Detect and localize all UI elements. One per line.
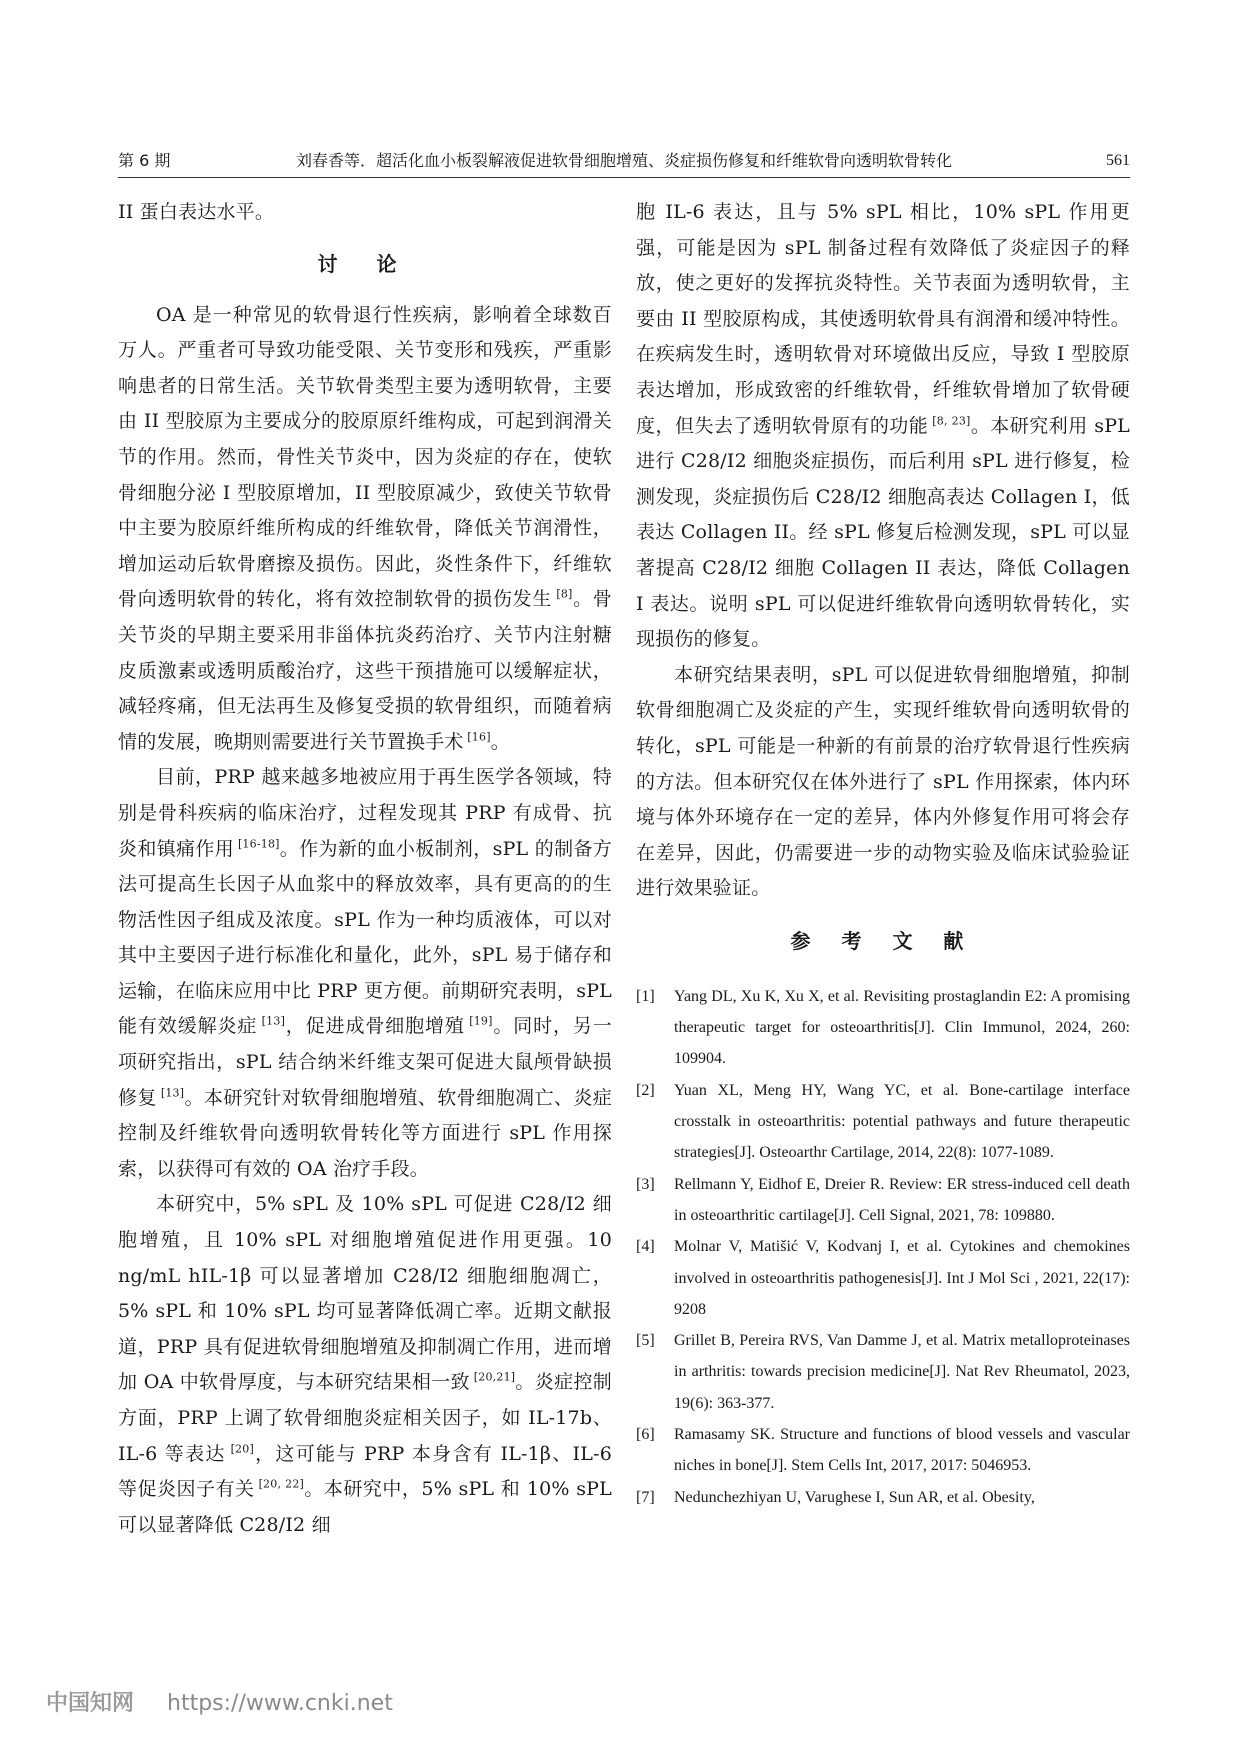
reference-number: [6] — [636, 1426, 655, 1444]
reference-item — [636, 1419, 1130, 1482]
reference-list — [636, 981, 1130, 1513]
reference-text: Molnar V, Matišić V, Kodvanj I, et al. Cytokines and chemokines involved in osteoarthritis pathogenesis[J]. Int J Mol Sci , 2021, 22(17): 9208 — [674, 1238, 1130, 1318]
citation[interactable]: [19] — [464, 1015, 493, 1029]
reference-number: [2] — [636, 1081, 655, 1099]
citation[interactable]: [16] — [463, 730, 491, 744]
reference-item — [636, 981, 1130, 1075]
reference-text: Nedunchezhiyan U, Varughese I, Sun AR, et al. Obesity, — [674, 1488, 1035, 1506]
reference-number: [5] — [636, 1332, 655, 1350]
issue-label: 第 6 期 — [118, 151, 171, 170]
citation[interactable]: [13] — [257, 1015, 286, 1029]
cnki-url[interactable]: https://www.cnki.net — [167, 1691, 393, 1716]
citation[interactable]: [13] — [156, 1086, 185, 1100]
reference-number: [1] — [636, 987, 655, 1005]
discussion-paragraph-2: 目前，PRP 越来越多地被应用于再生医学各领域，特别是骨科疾病的临床治疗，过程发现其 PRP 有成骨、抗炎和镇痛作用 [16-18]。作为新的血小板制剂，sPL 的制备方法可提高生长因子从血浆中的释放效率，具有更高的的生物活性因子组成及浓度。sPL 作为一种均质液体，可以对其中主要因子进行标准化和量化，此外，sPL 易于储存和运输，在临床应用中比 PRP 更方便。前期研究表明，sPL 能有效缓解炎症 [13]，促进成骨细胞增殖 [19]。同时，另一项研究指出，sPL 结合纳米纤维支架可促进大鼠颅骨缺损修复 [13]。本研究针对软骨细胞增殖、软骨细胞凋亡、炎症控制及纤维软骨向透明软骨转化等方面进行 sPL 作用探索，以获得可有效的 OA 治疗手段。 — [118, 766, 613, 1180]
citation[interactable]: [8, 23] — [928, 414, 971, 428]
discussion-paragraph-1: OA 是一种常见的软骨退行性疾病，影响着全球数百万人。严重者可导致功能受限、关节变形和残疾，严重影响患者的日常生活。关节软骨类型主要为透明软骨，主要由 II 型胶原为主要成分的胶原原纤维构成，可起到润滑关节的作用。然而，骨性关节炎中，因为炎症的存在，使软骨细胞分泌 I 型胶原增加，II 型胶原减少，致使关节软骨中主要为胶原纤维所构成的纤维软骨，降低关节润滑性，增加运动后软骨磨擦及损伤。因此，炎性条件下，纤维软骨向透明软骨的转化，将有效控制软骨的损伤发生 [8]。骨关节炎的早期主要采用非甾体抗炎药治疗、关节内注射糖皮质激素或透明质酸治疗，这些干预措施可以缓解症状，减轻疼痛，但无法再生及修复受损的软骨组织，而随着病情的发展，晚期则需要进行关节置换手术 [16]。 — [118, 303, 612, 753]
citation[interactable]: [20,21] — [469, 1371, 516, 1385]
carry-over-text: II 蛋白表达水平。 — [118, 201, 275, 223]
reference-item — [636, 1325, 1130, 1419]
right-column — [636, 195, 1130, 1513]
reference-text: Rellmann Y, Eidhof E, Dreier R. Review: ER stress-induced cell death in osteoarthritic cartilage[J]. Cell Signal, 2021, 78: 109880. — [674, 1175, 1130, 1224]
reference-item — [636, 1231, 1130, 1325]
reference-item — [636, 1169, 1130, 1232]
reference-item — [636, 1482, 1130, 1513]
discussion-paragraph-4: 胞 IL-6 表达，且与 5% sPL 相比，10% sPL 作用更强，可能是因为 sPL 制备过程有效降低了炎症因子的释放，使之更好的发挥抗炎特性。关节表面为透明软骨，主要由 II 型胶原构成，其使透明软骨具有润滑和缓冲特性。在疾病发生时，透明软骨对环境做出反应，导致 I 型胶原表达增加，形成致密的纤维软骨，纤维软骨增加了软骨硬度，但失去了透明软骨原有的功能 [8, 23]。本研究利用 sPL 进行 C28/I2 细胞炎症损伤，而后利用 sPL 进行修复，检测发现，炎症损伤后 C28/I2 细胞高表达 Collagen I，低表达 Collagen II。经 sPL 修复后检测发现，sPL 可以显著提高 C28/I2 细胞 Collagen II 表达，降低 Collagen I 表达。说明 sPL 可以促进纤维软骨向透明软骨转化，实现损伤的修复。 — [636, 201, 1130, 651]
references-heading: 参 考 文 献 — [790, 928, 976, 953]
reference-number: [4] — [636, 1238, 655, 1256]
reference-text: Grillet B, Pereira RVS, Van Damme J, et al. Matrix metalloproteinases in arthritis: towards precision medicine[J]. Nat Rev Rheumatol, 2023, 19(6): 363-377. — [674, 1332, 1130, 1412]
reference-text: Ramasamy SK. Structure and functions of blood vessels and vascular niches in bone[J]. Stem Cells Int, 2017, 2017: 5046953. — [674, 1426, 1130, 1475]
reference-item — [636, 1075, 1130, 1169]
cnki-brand: 中国知网 — [46, 1691, 135, 1716]
left-column — [118, 195, 612, 1543]
running-header — [118, 146, 1130, 176]
watermark-footer — [46, 1686, 393, 1717]
discussion-paragraph-3: 本研究中，5% sPL 及 10% sPL 可促进 C28/I2 细胞增殖，且 10% sPL 对细胞增殖促进作用更强。10 ng/mL hIL-1β 可以显著增加 C28/I2 细胞细胞凋亡，5% sPL 和 10% sPL 均可显著降低凋亡率。近期文献报道，PRP 具有促进软骨细胞增殖及抑制凋亡作用，进而增加 OA 中软骨厚度，与本研究结果相一致 [20,21]。炎症控制方面，PRP 上调了软骨细胞炎症相关因子，如 IL-17b、IL-6 等表达 [20]，这可能与 PRP 本身含有 IL-1β、IL-6 等促炎因子有关 [20, 22]。本研究中，5% sPL 和 10% sPL 可以显著降低 C28/I2 细 — [118, 1193, 612, 1536]
citation[interactable]: [16-18] — [234, 837, 280, 851]
citation[interactable]: [20, 22] — [254, 1477, 305, 1491]
running-title: 刘春香等．超活化血小板裂解液促进软骨细胞增殖、炎症损伤修复和纤维软骨向透明软骨转化 — [295, 151, 952, 170]
discussion-heading: 讨 论 — [317, 251, 413, 276]
reference-text: Yang DL, Xu K, Xu X, et al. Revisiting prostaglandin E2: A promising therapeutic target for osteoarthritis[J]. Clin Immunol, 2024, 260: 109904. — [674, 987, 1130, 1068]
reference-number: [7] — [636, 1488, 655, 1506]
citation[interactable]: [20] — [225, 1442, 254, 1456]
discussion-paragraph-5: 本研究结果表明，sPL 可以促进软骨细胞增殖，抑制软骨细胞凋亡及炎症的产生，实现纤维软骨向透明软骨的转化，sPL 可能是一种新的有前景的治疗软骨退行性疾病的方法。但本研究仅在体外进行了 sPL 作用探索，体内环境与体外环境存在一定的差异，体内外修复作用可将会存在差异，因此，仍需要进一步的动物实验及临床试验验证进行效果验证。 — [636, 663, 1130, 900]
page-number: 561 — [1106, 152, 1130, 169]
reference-text: Yuan XL, Meng HY, Wang YC, et al. Bone-cartilage interface crosstalk in osteoarthritis: potential pathways and future therapeutic strategies[J]. Osteoarthr Cartilage, 2014, 22(8): 1077-1089. — [674, 1081, 1130, 1162]
citation[interactable]: [8] — [552, 588, 573, 602]
header-rule — [118, 177, 1130, 178]
reference-number: [3] — [636, 1175, 655, 1193]
